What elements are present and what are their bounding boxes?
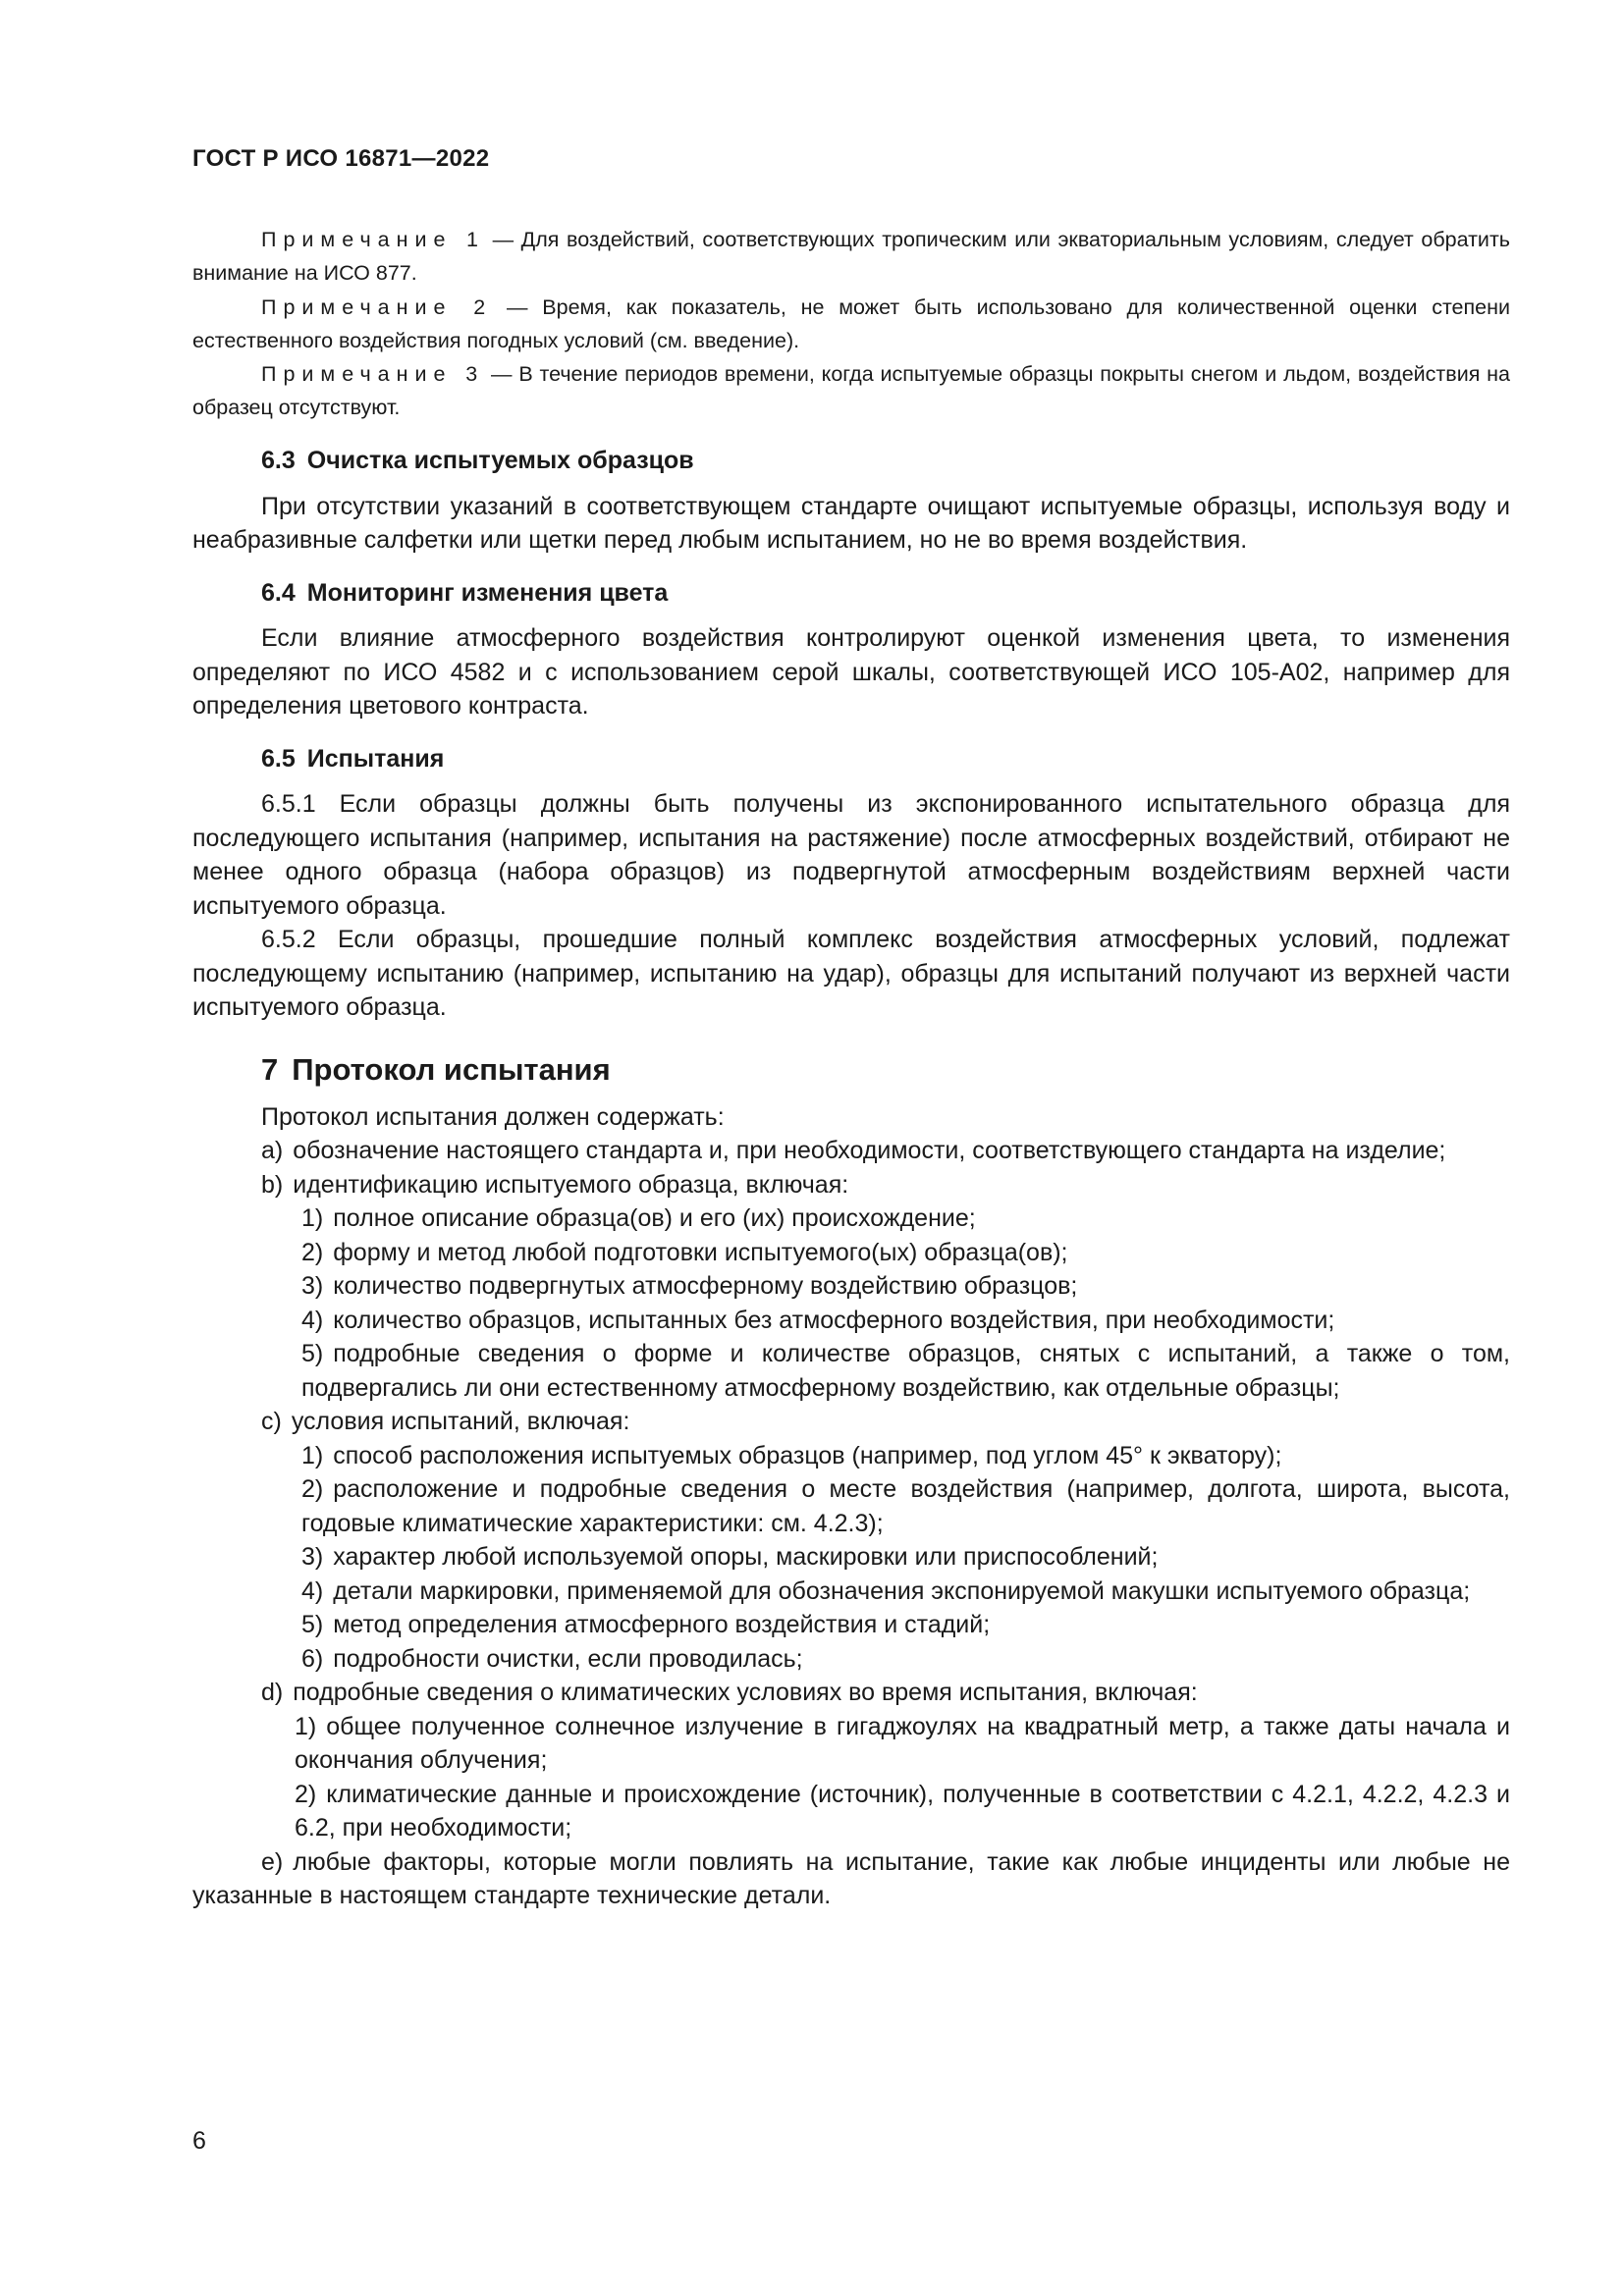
- note-label: Примечание 1: [261, 228, 485, 251]
- list-item-c-2: 2) расположение и подробные сведения о месте воздействия (например, долгота, широта, высота, годовые климатические характеристики: см. 4.2.3);: [301, 1475, 1510, 1537]
- note-2: [192, 291, 1510, 358]
- note-text: — Для воздействий, соответствующих тропическим или экваториальным условиям, следует обратить внимание на ИСО 877.: [192, 228, 1510, 286]
- page-number: 6: [192, 2127, 206, 2155]
- section-6-3-heading: 6.3 Очистка испытуемых образцов: [261, 447, 694, 474]
- list-item-a: a) обозначение настоящего стандарта и, при необходимости, соответствующего стандарта на изделие;: [261, 1137, 1446, 1164]
- list-item-c-5: 5) метод определения атмосферного воздействия и стадий;: [301, 1611, 991, 1638]
- list-item-d: d) подробные сведения о климатических условиях во время испытания, включая:: [261, 1679, 1198, 1706]
- clause-6-5-2: 6.5.2 Если образцы, прошедшие полный комплекс воздействия атмосферных условий, подлежат последующему испытанию (например, испытанию на удар), образцы для испытаний получают из верхней части испытуемого образца.: [192, 926, 1510, 1021]
- note-text: — В течение периодов времени, когда испытуемые образцы покрыты снегом и льдом, воздействия на образец отсутствуют.: [192, 362, 1510, 420]
- list-item-c-4: 4) детали маркировки, применяемой для обозначения экспонируемой макушки испытуемого образца;: [301, 1576, 1471, 1605]
- list-item-c-3: 3) характер любой используемой опоры, маскировки или приспособлений;: [301, 1543, 1159, 1571]
- section-6-3-text: При отсутствии указаний в соответствующем стандарте очищают испытуемые образцы, используя воду и неабразивные салфетки или щетки перед любым испытанием, но не во время воздействия.: [192, 492, 1510, 554]
- note-1: [192, 223, 1510, 291]
- list-item-d-1: 1) общее полученное солнечное излучение в гигаджоулях на квадратный метр, а также даты начала и окончания облучения;: [295, 1712, 1510, 1774]
- note-text: — Время, как показатель, не может быть использовано для количественной оценки степени естественного воздействия погодных условий (см. введение).: [192, 294, 1510, 352]
- list-item-e: e) любые факторы, которые могли повлиять на испытание, такие как любые инциденты или любые не указанные в настоящем стандарте технические детали.: [192, 1847, 1510, 1909]
- list-item-b-2: 2) форму и метод любой подготовки испытуемого(ых) образца(ов);: [301, 1238, 1068, 1266]
- clause-6-5-1: 6.5.1 Если образцы должны быть получены из экспонированного испытательного образца для последующего испытания (например, испытания на растяжение) после атмосферных воздействий, отбирают не менее одного образца (набора образцов) из подвергнутой атмосферным воздействиям верхней части испытуемого образца.: [192, 790, 1510, 920]
- list-item-b-5: 5) подробные сведения о форме и количестве образцов, снятых с испытаний, а также о том, подвергались ли они естественному атмосферному воздействию, как отдельные образцы;: [301, 1340, 1510, 1402]
- note-3: [192, 357, 1510, 425]
- note-label: Примечание 3: [261, 362, 485, 387]
- note-label: Примечание 2: [261, 294, 493, 319]
- section-7-heading: 7 Протокол испытания: [261, 1051, 611, 1087]
- list-item-c-6: 6) подробности очистки, если проводилась;: [301, 1644, 803, 1673]
- notes-block: [192, 223, 1510, 425]
- section-6-5-heading: 6.5 Испытания: [261, 744, 445, 773]
- list-item-b-3: 3) количество подвергнутых атмосферному воздействию образцов;: [301, 1272, 1078, 1300]
- list-item-b-1: 1) полное описание образца(ов) и его (их) происхождение;: [301, 1204, 976, 1232]
- document-body: [192, 444, 1510, 1913]
- list-item-d-2: 2) климатические данные и происхождение (источник), полученные в соответствии с 4.2.1, 4.2.2, 4.2.3 и 6.2, при необходимости;: [295, 1780, 1510, 1842]
- section-6-4-text: Если влияние атмосферного воздействия контролируют оценкой изменения цвета, то изменения определяют по ИСО 4582 и с использованием серой шкалы, соответствующей ИСО 105-А02, например для определения цветового контраста.: [192, 624, 1510, 720]
- section-6-4-heading: 6.4 Мониторинг изменения цвета: [261, 578, 669, 607]
- list-item-b: b) идентификацию испытуемого образца, включая:: [261, 1170, 849, 1199]
- list-item-b-4: 4) количество образцов, испытанных без атмосферного воздействия, при необходимости;: [301, 1306, 1335, 1334]
- section-7-intro: Протокол испытания должен содержать:: [261, 1102, 725, 1131]
- running-header: ГОСТ Р ИСО 16871—2022: [192, 145, 490, 172]
- list-item-c-1: 1) способ расположения испытуемых образцов (например, под углом 45° к экватору);: [301, 1441, 1282, 1469]
- list-item-c: c) условия испытаний, включая:: [261, 1408, 630, 1435]
